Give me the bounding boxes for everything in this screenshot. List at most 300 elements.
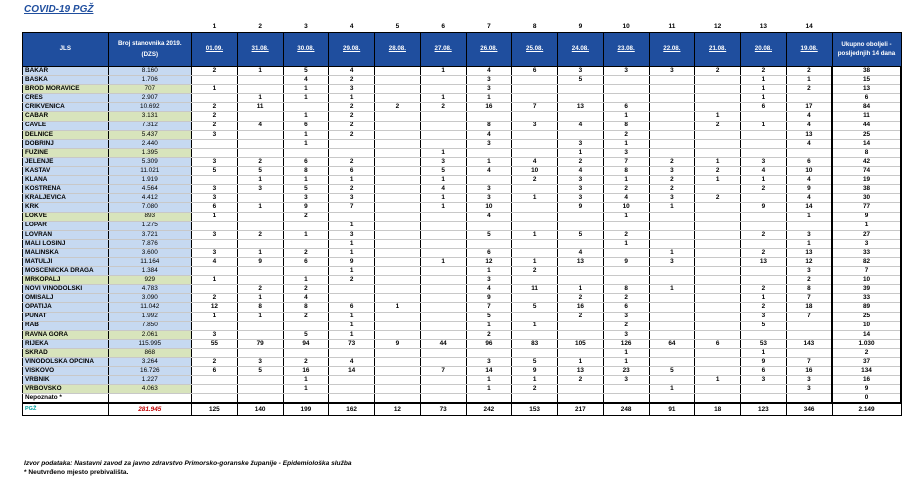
daily-cases: 4: [237, 121, 283, 130]
table-row: [23, 248, 902, 257]
daily-cases: [512, 212, 558, 221]
daily-cases: 9: [786, 185, 832, 194]
daily-cases: 3: [192, 157, 238, 166]
daily-cases: [695, 285, 741, 294]
daily-cases: [695, 221, 741, 230]
daily-cases: [649, 321, 695, 330]
daily-cases: [786, 94, 832, 103]
municipality-name: BROD MORAVICE: [23, 85, 109, 94]
date-header: 27.08.: [420, 33, 466, 67]
daily-cases: [375, 267, 421, 276]
daily-cases: 3: [466, 358, 512, 367]
day-number-row: [23, 22, 902, 33]
population-header-line2: (DZS): [141, 51, 159, 58]
daily-cases: 1: [603, 239, 649, 248]
daily-cases: 1: [466, 267, 512, 276]
daily-cases: [649, 103, 695, 112]
daily-cases: 3: [192, 248, 238, 257]
daily-cases: 6: [603, 103, 649, 112]
population-value: 115.995: [108, 339, 191, 348]
total-cases: 82: [832, 257, 901, 266]
daily-cases: 2: [329, 121, 375, 130]
municipality-name: RAB: [23, 321, 109, 330]
daily-cases: 1: [603, 348, 649, 357]
daily-cases: [237, 376, 283, 385]
total-cases: 33: [832, 248, 901, 257]
table-row: [23, 330, 902, 339]
daily-cases: [192, 139, 238, 148]
daily-cases: [237, 76, 283, 85]
daily-cases: [375, 185, 421, 194]
daily-cases: 53: [741, 339, 787, 348]
jls-header: JLS: [23, 33, 109, 67]
daily-cases: [329, 212, 375, 221]
population-value: 1.275: [108, 221, 191, 230]
daily-cases: [375, 312, 421, 321]
daily-total: 125: [192, 403, 238, 416]
municipality-name: DOBRINJ: [23, 139, 109, 148]
population-value: 3.264: [108, 358, 191, 367]
daily-cases: [558, 330, 604, 339]
daily-cases: [786, 394, 832, 404]
daily-cases: [741, 130, 787, 139]
daily-cases: 3: [603, 330, 649, 339]
daily-cases: [375, 167, 421, 176]
daily-cases: 9: [237, 257, 283, 266]
daily-cases: 1: [466, 385, 512, 394]
population-value: [108, 394, 191, 404]
daily-cases: 1: [283, 230, 329, 239]
municipality-name: OMIŠALJ: [23, 294, 109, 303]
daily-cases: [420, 212, 466, 221]
daily-cases: 2: [695, 194, 741, 203]
daily-cases: [237, 221, 283, 230]
daily-cases: [695, 130, 741, 139]
daily-cases: 3: [466, 139, 512, 148]
daily-cases: [649, 330, 695, 339]
date-header: 22.08.: [649, 33, 695, 67]
daily-cases: [375, 230, 421, 239]
daily-cases: [649, 112, 695, 121]
daily-cases: [375, 121, 421, 130]
daily-cases: 5: [466, 230, 512, 239]
daily-cases: 64: [649, 339, 695, 348]
daily-cases: 3: [741, 376, 787, 385]
daily-cases: 17: [786, 103, 832, 112]
daily-cases: 1: [375, 303, 421, 312]
daily-cases: [786, 221, 832, 230]
daily-cases: 1: [420, 194, 466, 203]
daily-cases: 1: [192, 312, 238, 321]
daily-cases: [603, 385, 649, 394]
table-row: [23, 376, 902, 385]
daily-cases: [192, 385, 238, 394]
daily-cases: 6: [329, 167, 375, 176]
daily-cases: [695, 239, 741, 248]
daily-cases: [603, 76, 649, 85]
daily-cases: [375, 285, 421, 294]
total-cases: 15: [832, 76, 901, 85]
daily-cases: 4: [283, 294, 329, 303]
daily-cases: [375, 294, 421, 303]
daily-cases: [237, 321, 283, 330]
daily-cases: [786, 348, 832, 357]
daily-cases: 3: [466, 85, 512, 94]
day-number: 2: [258, 22, 262, 30]
daily-cases: [649, 294, 695, 303]
table-row: [23, 367, 902, 376]
daily-cases: 6: [192, 203, 238, 212]
daily-cases: [558, 239, 604, 248]
daily-cases: 3: [558, 139, 604, 148]
daily-cases: 3: [192, 194, 238, 203]
daily-cases: [558, 212, 604, 221]
daily-cases: 4: [786, 194, 832, 203]
daily-cases: [375, 248, 421, 257]
daily-cases: [420, 139, 466, 148]
daily-cases: [695, 321, 741, 330]
daily-cases: 13: [558, 257, 604, 266]
daily-cases: 4: [786, 121, 832, 130]
daily-cases: 5: [649, 367, 695, 376]
daily-cases: 44: [420, 339, 466, 348]
daily-cases: 10: [603, 203, 649, 212]
daily-cases: 6: [695, 339, 741, 348]
daily-cases: 1: [466, 321, 512, 330]
municipality-name: OPATIJA: [23, 303, 109, 312]
daily-cases: 2: [192, 112, 238, 121]
total-cases: 25: [832, 312, 901, 321]
daily-cases: 13: [558, 367, 604, 376]
total-cases: 13: [832, 85, 901, 94]
daily-cases: [695, 257, 741, 266]
daily-cases: [420, 248, 466, 257]
daily-cases: 4: [512, 157, 558, 166]
daily-cases: 2: [329, 112, 375, 121]
daily-cases: 1: [329, 267, 375, 276]
date-header: 21.08.: [695, 33, 741, 67]
daily-cases: 1: [329, 248, 375, 257]
daily-cases: 1: [466, 376, 512, 385]
municipality-name: JELENJE: [23, 157, 109, 166]
table-row: [23, 321, 902, 330]
daily-cases: 5: [741, 321, 787, 330]
population-value: 3.131: [108, 112, 191, 121]
daily-cases: 5: [237, 367, 283, 376]
daily-cases: [420, 121, 466, 130]
municipality-name: ČABAR: [23, 112, 109, 121]
daily-cases: [558, 112, 604, 121]
population-value: 1.395: [108, 148, 191, 157]
daily-cases: 6: [283, 257, 329, 266]
daily-cases: 2: [603, 230, 649, 239]
day-number: 3: [304, 22, 308, 30]
daily-cases: [237, 394, 283, 404]
daily-cases: [192, 321, 238, 330]
daily-cases: 3: [786, 230, 832, 239]
daily-cases: 2: [603, 130, 649, 139]
daily-cases: [192, 148, 238, 157]
daily-cases: [558, 94, 604, 103]
daily-cases: [283, 348, 329, 357]
total-cases: 16: [832, 376, 901, 385]
table-row: [23, 94, 902, 103]
daily-cases: [420, 358, 466, 367]
daily-cases: 7: [603, 157, 649, 166]
daily-total: 217: [558, 403, 604, 416]
table-row: [23, 85, 902, 94]
daily-cases: [695, 103, 741, 112]
daily-cases: 7: [466, 303, 512, 312]
daily-cases: 5: [237, 167, 283, 176]
daily-cases: 23: [603, 367, 649, 376]
daily-cases: [375, 358, 421, 367]
daily-cases: [466, 176, 512, 185]
daily-cases: 1: [420, 148, 466, 157]
daily-cases: [329, 294, 375, 303]
daily-cases: 10: [512, 167, 558, 176]
daily-cases: [512, 76, 558, 85]
daily-cases: [649, 148, 695, 157]
population-value: 1.227: [108, 376, 191, 385]
daily-cases: 4: [329, 67, 375, 76]
municipality-name: Nepoznato *: [23, 394, 109, 404]
daily-cases: 1: [466, 94, 512, 103]
total-cases: 84: [832, 103, 901, 112]
municipality-name: KOSTRENA: [23, 185, 109, 194]
daily-cases: [558, 348, 604, 357]
daily-cases: 1: [603, 358, 649, 367]
daily-cases: [741, 276, 787, 285]
daily-cases: [420, 321, 466, 330]
daily-cases: 9: [283, 203, 329, 212]
daily-cases: [375, 67, 421, 76]
daily-cases: 5: [283, 330, 329, 339]
daily-cases: 13: [558, 103, 604, 112]
daily-cases: [329, 376, 375, 385]
population-value: 5.309: [108, 157, 191, 166]
daily-cases: 1: [192, 212, 238, 221]
daily-cases: 4: [558, 248, 604, 257]
daily-cases: [649, 121, 695, 130]
daily-cases: 2: [695, 167, 741, 176]
daily-cases: [649, 139, 695, 148]
table-row: [23, 176, 902, 185]
daily-cases: [237, 148, 283, 157]
daily-cases: [741, 394, 787, 404]
daily-cases: 3: [649, 257, 695, 266]
table-row: [23, 76, 902, 85]
daily-cases: [741, 239, 787, 248]
daily-cases: 1: [649, 203, 695, 212]
daily-cases: 2: [558, 312, 604, 321]
daily-cases: 3: [558, 176, 604, 185]
daily-cases: 2: [741, 67, 787, 76]
total-cases: 134: [832, 367, 901, 376]
table-row: [23, 358, 902, 367]
daily-cases: [695, 367, 741, 376]
total-cases: 33: [832, 294, 901, 303]
population-value: 7.850: [108, 321, 191, 330]
population-value: 8.160: [108, 67, 191, 76]
total-cases: 89: [832, 303, 901, 312]
daily-cases: [741, 330, 787, 339]
daily-cases: [283, 394, 329, 404]
daily-cases: [695, 212, 741, 221]
daily-cases: [466, 394, 512, 404]
daily-cases: [649, 312, 695, 321]
daily-cases: 3: [283, 194, 329, 203]
daily-cases: [603, 221, 649, 230]
daily-cases: 1: [695, 157, 741, 166]
daily-cases: 3: [786, 376, 832, 385]
daily-cases: [695, 94, 741, 103]
table-row: [23, 230, 902, 239]
daily-cases: 2: [649, 185, 695, 194]
daily-cases: [695, 312, 741, 321]
daily-cases: 6: [741, 103, 787, 112]
daily-cases: [420, 221, 466, 230]
total-cases: 2: [832, 348, 901, 357]
population-value: 7.080: [108, 203, 191, 212]
day-number: 1: [212, 22, 217, 30]
daily-cases: [512, 348, 558, 357]
header-row: [23, 33, 902, 67]
daily-cases: [512, 221, 558, 230]
daily-cases: 2: [695, 67, 741, 76]
daily-cases: 1: [237, 248, 283, 257]
municipality-name: MALI LOŠINJ: [23, 239, 109, 248]
daily-cases: 55: [192, 339, 238, 348]
daily-cases: 4: [558, 167, 604, 176]
municipality-name: CRIKVENICA: [23, 103, 109, 112]
table-row: [23, 185, 902, 194]
daily-cases: 2: [329, 157, 375, 166]
county-population: 281.945: [108, 403, 191, 416]
daily-cases: 11: [512, 285, 558, 294]
population-value: 3.721: [108, 230, 191, 239]
daily-cases: [649, 85, 695, 94]
daily-cases: 5: [512, 303, 558, 312]
table-row: [23, 267, 902, 276]
daily-cases: [695, 294, 741, 303]
total-cases: 25: [832, 130, 901, 139]
daily-cases: [695, 303, 741, 312]
daily-cases: 4: [283, 76, 329, 85]
daily-cases: [695, 139, 741, 148]
daily-cases: 6: [283, 157, 329, 166]
daily-cases: 2: [558, 294, 604, 303]
table-row: [23, 239, 902, 248]
daily-cases: 2: [741, 248, 787, 257]
municipality-name: CRES: [23, 94, 109, 103]
daily-cases: 16: [466, 103, 512, 112]
daily-cases: [420, 330, 466, 339]
total-cases: 27: [832, 230, 901, 239]
daily-cases: [237, 267, 283, 276]
daily-cases: [192, 376, 238, 385]
daily-cases: 3: [329, 230, 375, 239]
daily-cases: 3: [741, 157, 787, 166]
daily-cases: 8: [603, 121, 649, 130]
total-header-line1: Ukupno oboljeli -: [841, 41, 892, 49]
population-value: 2.061: [108, 330, 191, 339]
daily-cases: 2: [192, 121, 238, 130]
daily-cases: [192, 285, 238, 294]
daily-cases: [420, 385, 466, 394]
daily-cases: [375, 257, 421, 266]
daily-cases: 3: [192, 130, 238, 139]
date-header: 25.08.: [512, 33, 558, 67]
table-row: [23, 67, 902, 76]
daily-cases: [649, 94, 695, 103]
daily-cases: 3: [558, 194, 604, 203]
daily-cases: [649, 348, 695, 357]
daily-cases: [420, 239, 466, 248]
daily-cases: 3: [741, 312, 787, 321]
daily-total: 199: [283, 403, 329, 416]
daily-cases: [603, 85, 649, 94]
daily-cases: 3: [512, 121, 558, 130]
daily-cases: [649, 358, 695, 367]
daily-cases: 3: [466, 276, 512, 285]
daily-cases: [375, 176, 421, 185]
daily-cases: [375, 157, 421, 166]
municipality-name: LOPAR: [23, 221, 109, 230]
daily-cases: [649, 76, 695, 85]
daily-cases: [695, 394, 741, 404]
daily-cases: 2: [741, 285, 787, 294]
daily-cases: 1: [512, 376, 558, 385]
daily-total: 91: [649, 403, 695, 416]
daily-cases: 3: [466, 194, 512, 203]
total-cases: 10: [832, 321, 901, 330]
daily-cases: 1: [329, 176, 375, 185]
total-14-days-header: [832, 33, 901, 67]
daily-cases: 6: [192, 367, 238, 376]
daily-cases: 1: [420, 67, 466, 76]
unknown-residence-footnote: * Neutvrđeno mjesto prebivališta.: [24, 469, 129, 476]
municipality-name: LOVRAN: [23, 230, 109, 239]
population-value: 4.063: [108, 385, 191, 394]
daily-cases: 5: [283, 185, 329, 194]
table-row: [23, 112, 902, 121]
table-row: [23, 130, 902, 139]
daily-cases: [192, 239, 238, 248]
daily-cases: [329, 348, 375, 357]
daily-cases: 2: [192, 294, 238, 303]
daily-cases: 1: [237, 176, 283, 185]
daily-cases: 13: [786, 248, 832, 257]
daily-cases: [375, 394, 421, 404]
daily-cases: 12: [192, 303, 238, 312]
daily-cases: 1: [741, 121, 787, 130]
daily-cases: [375, 385, 421, 394]
daily-cases: 4: [420, 185, 466, 194]
daily-cases: 1: [283, 85, 329, 94]
daily-cases: 1: [741, 94, 787, 103]
daily-cases: 2: [237, 157, 283, 166]
daily-cases: [466, 348, 512, 357]
daily-cases: [192, 94, 238, 103]
population-header-line1: Broj stanovnika 2019.: [117, 39, 182, 47]
daily-cases: [420, 285, 466, 294]
total-cases: 38: [832, 67, 901, 76]
daily-cases: 2: [283, 212, 329, 221]
daily-cases: 1: [558, 358, 604, 367]
population-value: 10.692: [108, 103, 191, 112]
daily-cases: [695, 85, 741, 94]
